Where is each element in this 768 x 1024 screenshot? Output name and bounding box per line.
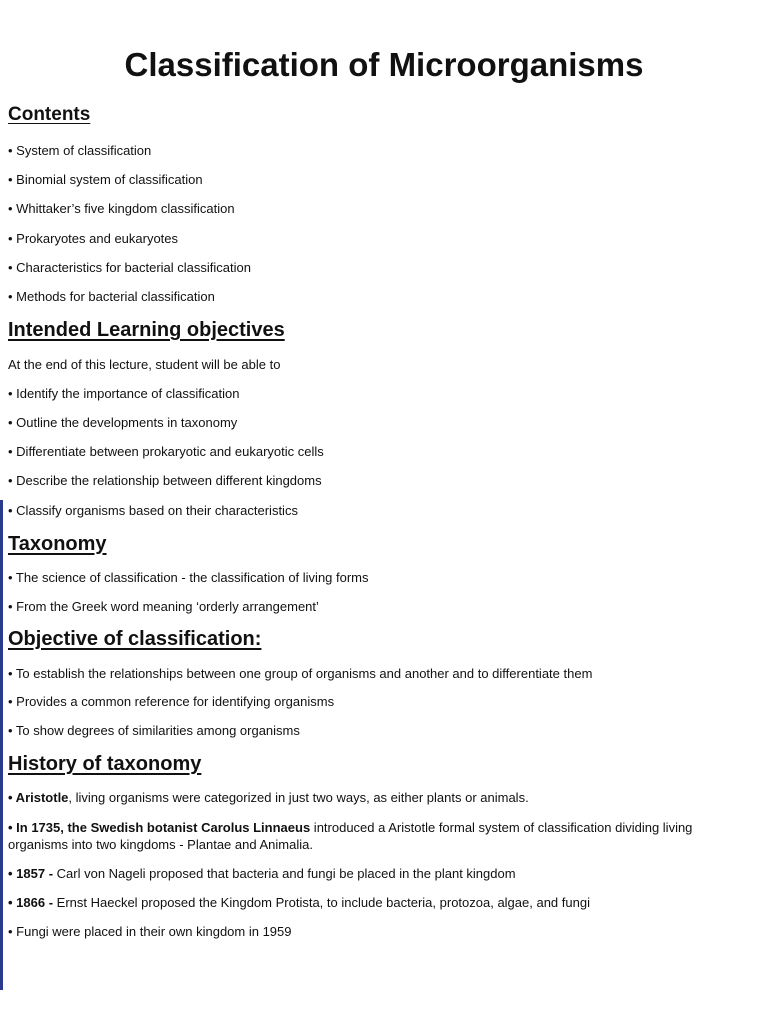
contents-item: • Whittaker’s five kingdom classification [8, 201, 235, 216]
objectives-intro: At the end of this lecture, student will be able to [8, 357, 281, 372]
history-item-text: • Fungi were placed in their own kingdom in 1959 [8, 924, 292, 939]
taxonomy-item: • The science of classification - the classification of living forms [8, 570, 369, 585]
objective-item: • Describe the relationship between different kingdoms [8, 473, 322, 488]
document-title: Classification of Microorganisms [124, 46, 644, 83]
history-item [8, 819, 748, 853]
contents-item: • Binomial system of classification [8, 172, 203, 187]
objectives-heading: Intended Learning objectives [8, 319, 285, 341]
classification-objective-heading: Objective of classification: [8, 628, 262, 650]
history-item-text: introduced a Aristotle formal system of classification dividing living organisms into two kingdoms - Plantae and Animalia. [8, 820, 693, 852]
contents-heading: Contents [8, 104, 91, 125]
classification-objective-item: • Provides a common reference for identifying organisms [8, 694, 335, 709]
history-heading: History of taxonomy [8, 753, 202, 775]
contents-item: • Prokaryotes and eukaryotes [8, 231, 179, 246]
history-item-lead: • Aristotle [8, 790, 69, 805]
objective-item: • Outline the developments in taxonomy [8, 415, 238, 430]
history-item-lead: • 1857 - [8, 866, 54, 881]
objective-item: • Differentiate between prokaryotic and eukaryotic cells [8, 444, 324, 459]
history-item-text: , living organisms were categorized in just two ways, as either plants or animals. [68, 790, 529, 805]
history-item-text: Ernst Haeckel proposed the Kingdom Protista, to include bacteria, protozoa, algae, and fungi [53, 895, 590, 910]
objective-item: • Classify organisms based on their characteristics [8, 503, 298, 518]
classification-objective-item: • To show degrees of similarities among organisms [8, 723, 300, 738]
contents-item: • Methods for bacterial classification [8, 289, 215, 304]
taxonomy-heading: Taxonomy [8, 533, 107, 555]
taxonomy-item: • From the Greek word meaning ‘orderly arrangement’ [8, 599, 319, 614]
history-item-lead: • In 1735, the Swedish botanist Carolus Linnaeus [8, 820, 311, 835]
contents-item: • Characteristics for bacterial classification [8, 260, 251, 275]
history-item [8, 894, 590, 911]
history-item [8, 865, 516, 882]
contents-item: • System of classification [8, 143, 152, 158]
classification-objective-item: • To establish the relationships between one group of organisms and another and to differentiate them [8, 666, 593, 681]
history-item [8, 789, 529, 806]
page-edge-line [0, 500, 3, 990]
history-item-lead: • 1866 - [8, 895, 54, 910]
history-item [8, 923, 292, 940]
objective-item: • Identify the importance of classification [8, 386, 240, 401]
history-item-text: Carl von Nageli proposed that bacteria and fungi be placed in the plant kingdom [53, 866, 516, 881]
